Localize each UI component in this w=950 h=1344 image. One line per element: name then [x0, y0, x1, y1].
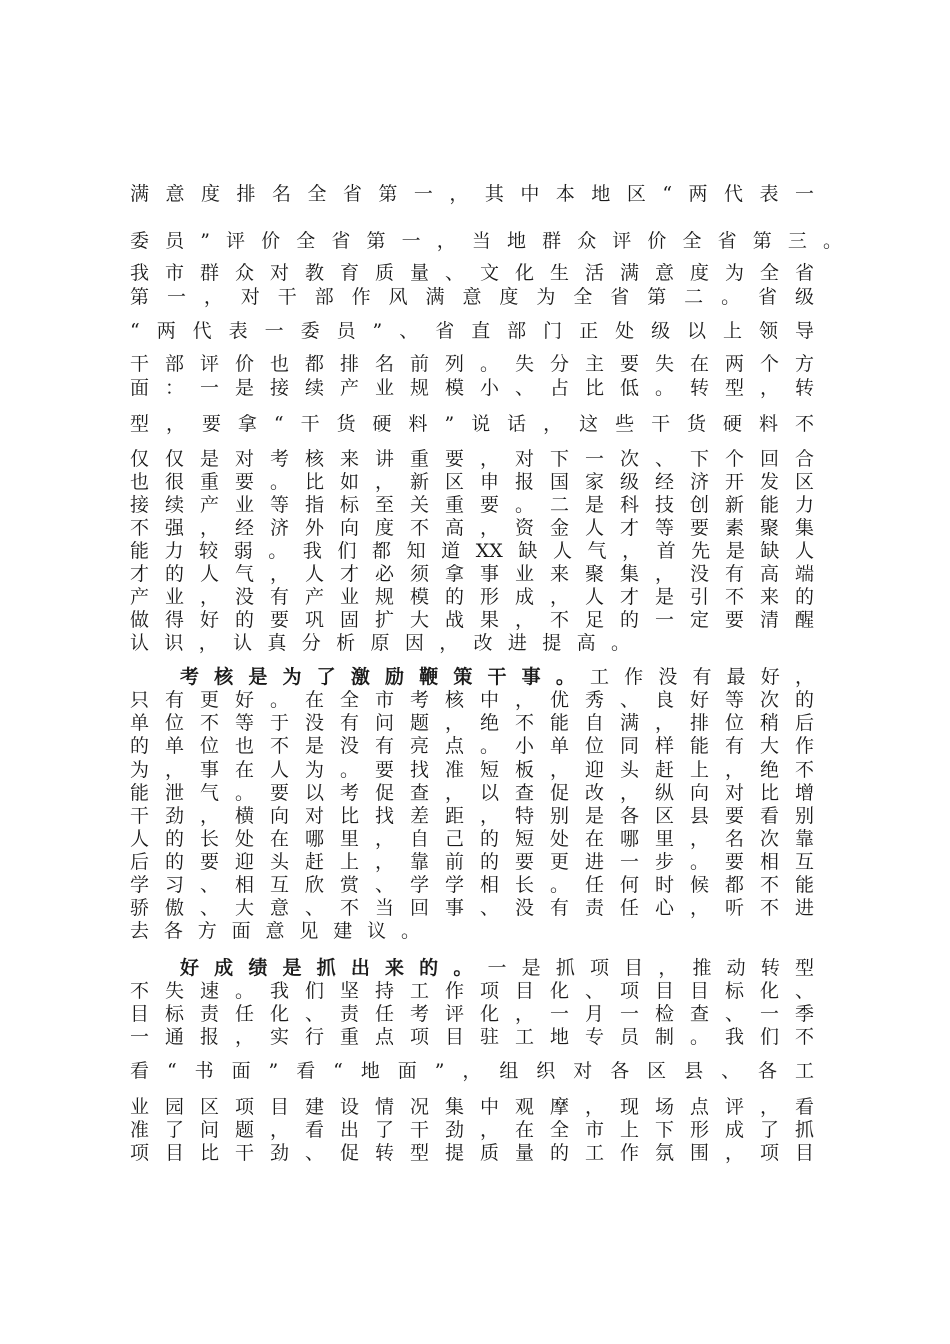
body-line: 去各方面意见建议。 — [130, 920, 420, 942]
body-line: 一通报，实行重点项目驻工地专员制。我们不 — [130, 1026, 814, 1048]
body-line: 学习、相互欣赏、学学相长。任何时候都不能 — [130, 874, 814, 896]
section-heading: 好成绩是抓出来的。 — [180, 957, 488, 979]
body-text: 工作没有最好， — [589, 666, 814, 688]
body-line: 做得好的要巩固扩大战果，不足的一定要清醒 — [130, 609, 814, 631]
body-line: “两代表一委员”、省直部门正处级以上领导 — [130, 320, 814, 342]
body-line: 认识，认真分析原因，改进提高。 — [130, 632, 630, 654]
body-line: 干部评价也都排名前列。失分主要失在两个方 — [130, 353, 814, 375]
body-line: 项目比干劲、促转型提质量的工作氛围，项目 — [130, 1142, 814, 1164]
body-line: 的单位也不是没有亮点。小单位同样能有大作 — [130, 735, 814, 757]
body-line: 不强，经济外向度不高，资金人才等要素聚集 — [130, 517, 814, 539]
body-line: 人的长处在哪里，自己的短处在哪里，名次靠 — [130, 828, 814, 850]
body-line: 能力较弱。我们都知道XX缺人气，首先是缺人 — [130, 540, 814, 562]
body-line: 产业，没有产业规模的形成，人才是引不来的 — [130, 586, 814, 608]
body-line: 满意度排名全省第一，其中本地区“两代表一 — [130, 183, 814, 205]
section-heading: 考核是为了激励鞭策干事。 — [180, 666, 590, 688]
body-line: 准了问题，看出了干劲，在全市上下形成了抓 — [130, 1119, 814, 1141]
body-line: 委员”评价全省第一，当地群众评价全省第三。 — [130, 230, 842, 252]
body-line: 骄傲、大意、不当回事、没有责任心，听不进 — [130, 897, 814, 919]
body-line: 型，要拿“干货硬料”说话，这些干货硬料不 — [130, 413, 814, 435]
body-line: 也很重要。比如，新区申报国家级经济开发区 — [130, 471, 814, 493]
body-line: 面：一是接续产业规模小、占比低。转型，转 — [130, 377, 814, 399]
body-line: 业园区项目建设情况集中观摩，现场点评，看 — [130, 1096, 814, 1118]
body-line: 后的要迎头赶上，靠前的要更进一步。要相互 — [130, 851, 814, 873]
body-line: 干劲，横向对比找差距，特别是各区县要看别 — [130, 805, 814, 827]
body-line: 仅仅是对考核来讲重要，对下一次、下个回合 — [130, 448, 814, 470]
body-line: 才的人气，人才必须拿事业来聚集，没有高端 — [130, 563, 814, 585]
body-line: 只有更好。在全市考核中，优秀、良好等次的 — [130, 689, 814, 711]
body-line: 我市群众对教育质量、文化生活满意度为全省 — [130, 262, 814, 284]
body-line: 单位不等于没有问题，绝不能自满，排位稍后 — [130, 712, 814, 734]
body-line: 目标责任化、责任考评化，一月一检查、一季 — [130, 1003, 814, 1025]
body-line: 能泄气。要以考促查，以查促改，纵向对比增 — [130, 782, 814, 804]
body-text: 一是抓项目，推动转型 — [487, 957, 814, 979]
body-line: 为，事在人为。要找准短板，迎头赶上，绝不 — [130, 759, 814, 781]
body-line: 第一，对干部作风满意度为全省第二。省级 — [130, 286, 814, 308]
body-line: 不失速。我们坚持工作项目化、项目目标化、 — [130, 980, 814, 1002]
body-line: 看“书面”看“地面”，组织对各区县、各工 — [130, 1060, 814, 1082]
body-line: 接续产业等指标至关重要。二是科技创新能力 — [130, 494, 814, 516]
